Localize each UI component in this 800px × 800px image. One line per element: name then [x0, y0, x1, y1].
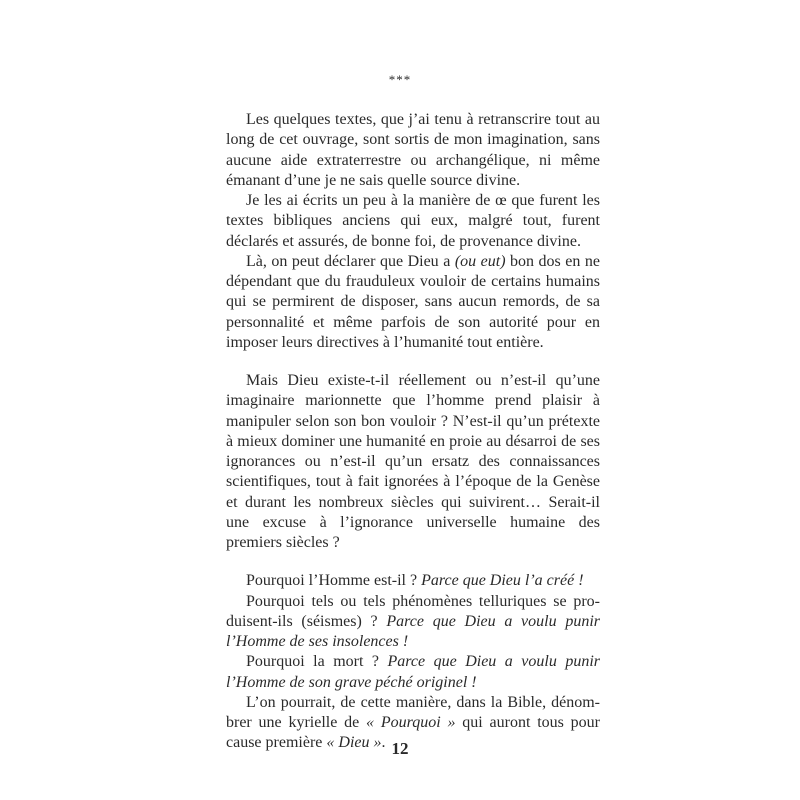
italic-text: (ou eut)	[454, 252, 506, 270]
text-run: Je les ai écrits un peu à la manière de œ que furent les textes bibliques anciens qui eux, malgré tout, furent déclarés et assurés, de bonne foi, de provenance divine.	[226, 192, 600, 250]
paragraph	[226, 652, 600, 693]
italic-text: « Dieu »	[326, 734, 382, 752]
paragraph	[226, 571, 600, 591]
paragraph	[226, 252, 600, 353]
text-run: L’on pourrait, de cette manière, dans la Bible, dénombrer une kyrielle de	[226, 693, 600, 731]
text-run: bon dos en ne dépendant que du frauduleux vouloir de certains humains qui se permirent de disposer, sans aucun remords, de sa personnalité et même parfois de son autorité pour en imposer leurs directives à l’humanité tout entière.	[226, 252, 601, 351]
italic-text: Parce que Dieu l’a créé !	[421, 572, 584, 590]
text-run: Pourquoi tels ou tels phénomènes telluriques se produisent-ils (séismes) ?	[226, 592, 600, 630]
paragraph	[226, 371, 600, 553]
paragraph-gap	[226, 353, 600, 371]
italic-text: « Pourquoi »	[366, 714, 456, 731]
italic-text: Parce que Dieu a voulu punir l’Homme de son grave péché originel !	[226, 653, 601, 691]
paragraph	[226, 592, 600, 653]
text-run: Les quelques textes, que j’ai tenu à retranscrire tout au long de cet ouvrage, sont sortis de mon imagination, sans aucune aide extraterrestre ou archangélique, ni même émanant d’une je ne sais quelle source divine.	[226, 111, 600, 189]
text-run: Mais Dieu existe-t-il réellement ou n’est-il qu’une imaginaire marionnette que l’homme prend plaisir à manipuler selon son bon vouloir ? N’est-il qu’un prétexte à mieux dominer une humanité en proie au désarroi de ses ignorances ou n’est-il qu’un ersatz des connaissances scientifiques, tout à fait ignorées à l’époque de la Genèse et durant les nombreux siècles qui suivirent… Serait-il une excuse à l’ignorance universelle humaine des premiers siècles ?	[226, 372, 600, 551]
paragraph	[226, 110, 600, 191]
text-run: Là, on peut déclarer que Dieu a	[246, 252, 455, 270]
text-run: qui auront tous pour cause première	[226, 714, 600, 752]
body-text	[226, 110, 600, 754]
italic-text: Parce que Dieu a voulu punir l’Homme de ses insolences !	[226, 612, 600, 650]
paragraph-gap	[226, 553, 600, 571]
text-run: Pourquoi la mort ?	[246, 653, 388, 671]
text-run: Pourquoi l’Homme est-il ?	[246, 572, 422, 590]
paragraph	[226, 191, 600, 252]
text-run: .	[381, 734, 386, 752]
page-number: 12	[391, 739, 409, 758]
section-separator: ***	[388, 72, 412, 87]
